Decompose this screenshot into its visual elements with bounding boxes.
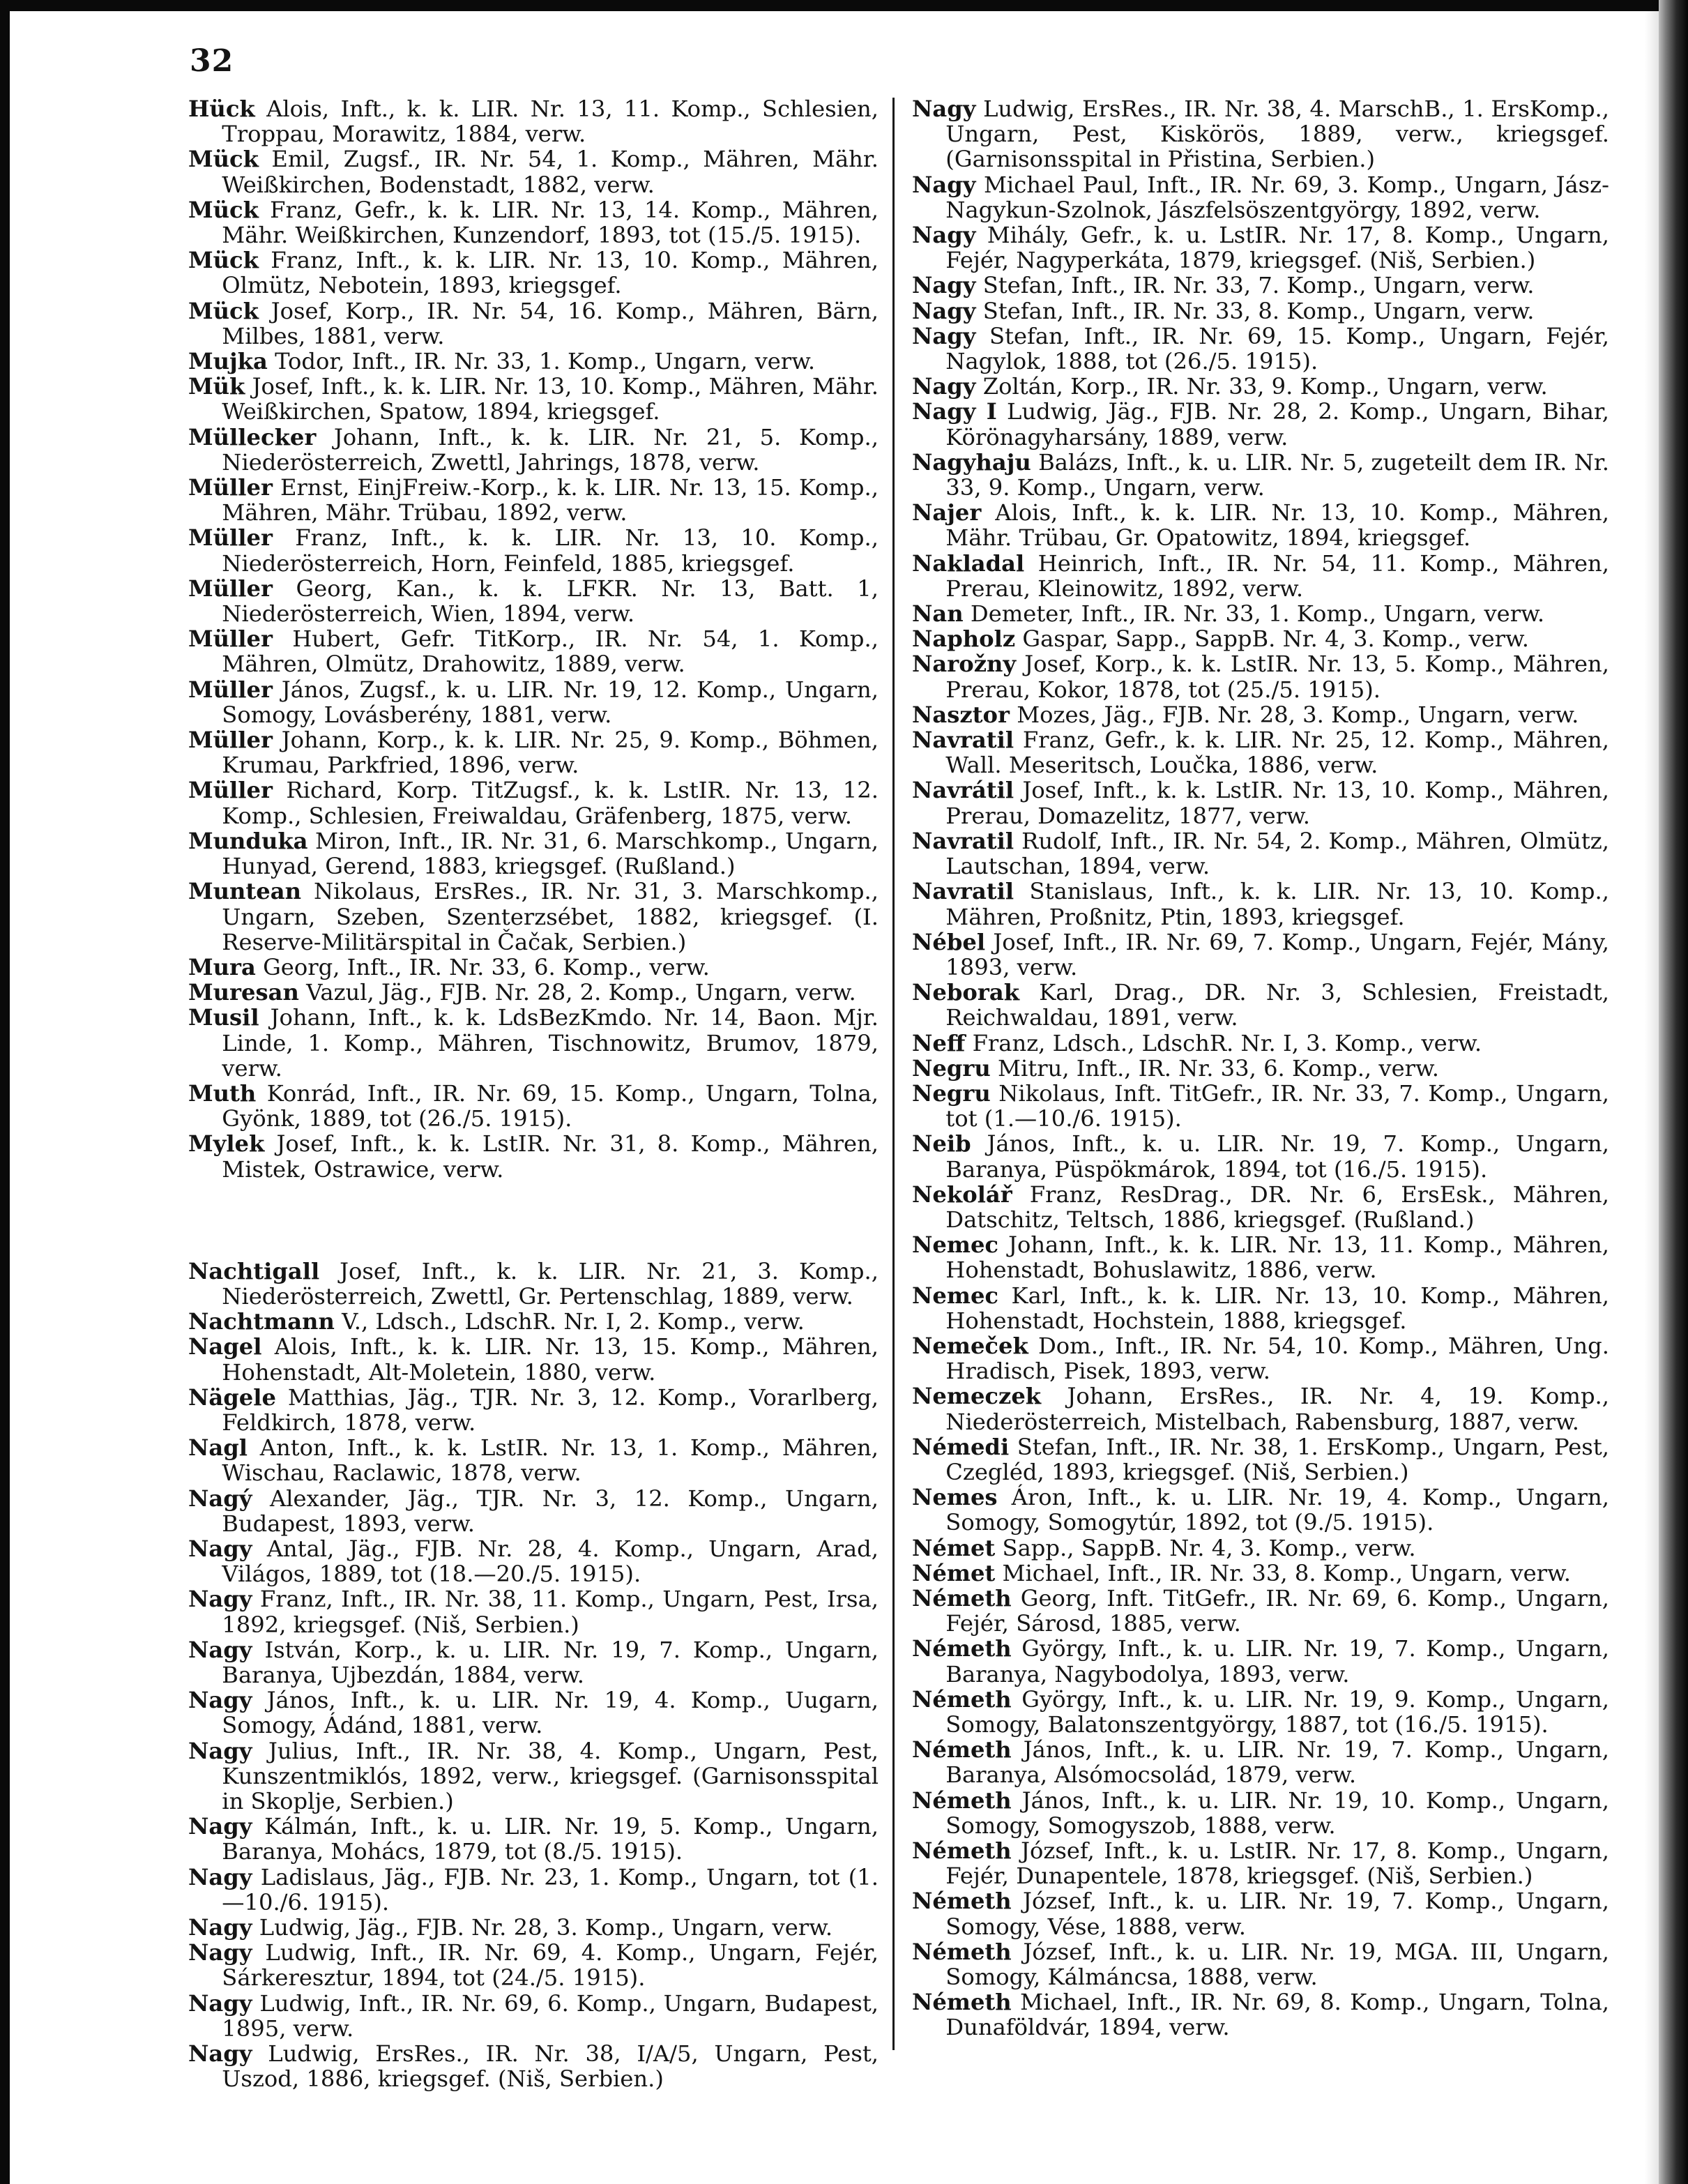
casualty-entry (912, 500, 1609, 550)
entry-surname: Negru (912, 1054, 991, 1082)
entry-details: Stefan, Inft., IR. Nr. 38, 1. ErsKomp., Ungarn, Pest, Czegléd, 1893, kriegsgef. (Niš, Serbien.) (945, 1433, 1609, 1485)
entry-details: János, Inft., k. u. LIR. Nr. 19, 4. Komp., Uugarn, Somogy, Ádánd, 1881, verw. (222, 1687, 879, 1739)
entry-surname: Munduka (188, 827, 308, 854)
casualty-entry (188, 727, 879, 778)
casualty-entry (188, 475, 879, 525)
entry-surname: Nemec (912, 1231, 999, 1259)
entry-surname: Nagl (188, 1434, 248, 1462)
entry-details: József, Inft., k. u. LIR. Nr. 19, MGA. III, Ungarn, Somogy, Kálmáncsa, 1888, verw. (945, 1938, 1610, 1991)
entry-surname: Némedi (912, 1433, 1010, 1460)
entry-surname: Mura (188, 953, 256, 980)
casualty-entry (912, 1561, 1609, 1586)
entry-surname: Napholz (912, 625, 1016, 653)
entry-surname: Nagy (188, 2040, 252, 2068)
entry-surname: Nägele (188, 1383, 276, 1411)
casualty-entry (188, 1334, 879, 1384)
casualty-entry (912, 778, 1609, 828)
entry-surname: Nakladal (912, 549, 1025, 577)
casualty-entry (912, 1788, 1609, 1838)
entry-surname: Muth (188, 1079, 257, 1107)
entry-details: Balázs, Inft., k. u. LIR. Nr. 5, zugeteilt dem IR. Nr. 33, 9. Komp., Ungarn, verw. (945, 448, 1609, 501)
entry-details: Johann, Inft., k. k. LdsBezKmdo. Nr. 14, Baon. Mjr. Linde, 1. Komp., Mähren, Tischnowitz, Brumov, 1879, verw. (222, 1004, 879, 1082)
casualty-entry (912, 1056, 1609, 1081)
entry-details: Alois, Inft., k. k. LIR. Nr. 13, 15. Komp., Mähren, Hohenstadt, Alt-Moletein, 1880, verw. (222, 1333, 879, 1386)
entry-surname: Muresan (188, 979, 299, 1006)
entry-surname: Narožny (912, 651, 1017, 678)
scan-border-right (1659, 0, 1688, 2184)
casualty-entry (188, 2041, 879, 2091)
entry-details: Emil, Zugsf., IR. Nr. 54, 1. Komp., Mähren, Mähr. Weißkirchen, Bodenstadt, 1882, verw. (222, 146, 879, 198)
entry-details: Johann, Inft., k. k. LIR. Nr. 13, 11. Komp., Mähren, Hohenstadt, Bohuslawitz, 1886, verw. (945, 1231, 1609, 1284)
entry-details: Michael Paul, Inft., IR. Nr. 69, 3. Komp., Ungarn, Jász-Nagykun-Szolnok, Jászfelsöszentgyörgy, 1892, verw. (945, 171, 1609, 223)
entry-details: Georg, Inft., IR. Nr. 33, 6. Komp., verw. (263, 953, 710, 980)
casualty-entry (912, 374, 1609, 399)
entry-details: István, Korp., k. u. LIR. Nr. 19, 7. Komp., Ungarn, Baranya, Ujbezdán, 1884, verw. (222, 1636, 879, 1688)
entry-surname: Mück (188, 247, 259, 274)
entry-details: Franz, Inft., IR. Nr. 38, 11. Komp., Ungarn, Pest, Irsa, 1892, kriegsgef. (Niš, Serbien.) (222, 1586, 879, 1638)
entry-surname: Müller (188, 625, 273, 653)
entry-details: György, Inft., k. u. LIR. Nr. 19, 9. Komp., Ungarn, Somogy, Balatonszentgyörgy, 1887, tot (16./5. 1915). (945, 1685, 1609, 1738)
casualty-entry (188, 1081, 879, 1131)
entry-surname: Navratil (912, 827, 1014, 854)
casualty-entry (188, 1005, 879, 1081)
entry-details: Todor, Inft., IR. Nr. 33, 1. Komp., Ungarn, verw. (275, 348, 816, 375)
casualty-entry (912, 727, 1609, 778)
entry-details: Rudolf, Inft., IR. Nr. 54, 2. Komp., Mähren, Olmütz, Lautschan, 1894, verw. (945, 827, 1610, 880)
casualty-entry (188, 1586, 879, 1637)
entry-surname: Hück (188, 96, 255, 122)
casualty-entry (188, 1486, 879, 1536)
casualty-entry (188, 425, 879, 475)
entry-surname: Mük (188, 373, 245, 400)
entry-details: Franz, Gefr., k. k. LIR. Nr. 25, 12. Komp., Mähren, Wall. Meseritsch, Loučka, 1886, verw. (945, 727, 1609, 779)
entry-surname: Najer (912, 499, 982, 526)
entry-details: Sapp., SappB. Nr. 4, 3. Komp., verw. (1002, 1534, 1416, 1561)
casualty-entry (188, 197, 879, 248)
entry-surname: Müller (188, 474, 273, 501)
entry-surname: Nagy (188, 1586, 252, 1613)
entry-surname: Nemec (912, 1282, 999, 1309)
casualty-entry (912, 1586, 1609, 1636)
entry-surname: Müller (188, 676, 273, 703)
entry-details: Julius, Inft., IR. Nr. 38, 4. Komp., Ungarn, Pest, Kunszentmiklós, 1892, verw., kriegsgef. (Garnisonsspital in Skoplje, Serbien.) (222, 1737, 879, 1814)
entry-details: József, Inft., k. u. LIR. Nr. 19, 7. Komp., Ungarn, Somogy, Vése, 1888, verw. (945, 1888, 1610, 1940)
entry-details: János, Zugsf., k. u. LIR. Nr. 19, 12. Komp., Ungarn, Somogy, Lovásberény, 1881, verw. (222, 676, 879, 728)
entry-surname: Német (912, 1534, 996, 1561)
entry-surname: Nagyhaju (912, 448, 1031, 476)
entry-surname: Németh (912, 1938, 1012, 1965)
column-divider (892, 98, 895, 2050)
entry-surname: Nagy (912, 373, 976, 400)
entry-surname: Müller (188, 777, 273, 804)
entry-details: Josef, Inft., k. k. LIR. Nr. 21, 3. Komp., Niederösterreich, Zwettl, Gr. Pertenschlag, 1889, verw. (222, 1257, 879, 1310)
entry-details: Miron, Inft., IR. Nr. 31, 6. Marschkomp., Ungarn, Hunyad, Gerend, 1883, kriegsgef. (Rußland.) (222, 827, 879, 880)
entry-details: Georg, Kan., k. k. LFKR. Nr. 13, Batt. 1, Niederösterreich, Wien, 1894, verw. (222, 575, 879, 628)
casualty-entry (188, 1637, 879, 1688)
casualty-entry (188, 146, 879, 197)
casualty-entry (912, 1989, 1609, 2040)
entry-details: Antal, Jäg., FJB. Nr. 28, 4. Komp., Ungarn, Arad, Világos, 1889, tot (18.—20./5. 1915). (222, 1535, 879, 1588)
entry-details: Stanislaus, Inft., k. k. LIR. Nr. 13, 10. Komp., Mähren, Proßnitz, Ptin, 1893, kriegsgef. (945, 878, 1609, 930)
casualty-entry (188, 879, 879, 955)
casualty-entry (912, 1636, 1609, 1686)
casualty-entry (912, 1081, 1609, 1131)
entry-surname: Nébel (912, 928, 986, 955)
section-gap (188, 1182, 879, 1259)
entry-details: Josef, Inft., IR. Nr. 69, 7. Komp., Ungarn, Fejér, Mány, 1893, verw. (945, 928, 1610, 980)
casualty-entry (188, 828, 879, 879)
entry-details: Stefan, Inft., IR. Nr. 33, 8. Komp., Ungarn, verw. (982, 297, 1535, 324)
entry-surname: Nagy (912, 96, 976, 122)
entry-surname: Müllecker (188, 423, 317, 450)
casualty-entry (188, 1131, 879, 1181)
scan-shadow (1645, 0, 1659, 2184)
casualty-entry (912, 702, 1609, 727)
entry-details: Karl, Drag., DR. Nr. 3, Schlesien, Freistadt, Reichwaldau, 1891, verw. (945, 979, 1609, 1031)
entry-details: Ludwig, Jäg., FJB. Nr. 28, 3. Komp., Ungarn, verw. (259, 1914, 833, 1941)
entry-details: Nikolaus, ErsRes., IR. Nr. 31, 3. Marschkomp., Ungarn, Szeben, Szenterzsébet, 1882, kriegsgef. (I. Reserve-Militärspital in Čačak, Serbien.) (222, 878, 879, 955)
entry-surname: Navratil (912, 878, 1014, 905)
entry-details: Josef, Inft., k. k. LstIR. Nr. 13, 10. Komp., Mähren, Prerau, Domazelitz, 1877, verw. (945, 777, 1609, 829)
entry-surname: Nagy (912, 171, 976, 198)
entry-surname: Németh (912, 1888, 1012, 1915)
entry-details: Johann, Korp., k. k. LIR. Nr. 25, 9. Komp., Böhmen, Krumau, Parkfried, 1896, verw. (222, 727, 879, 779)
entry-details: Michael, Inft., IR. Nr. 33, 8. Komp., Ungarn, verw. (1002, 1559, 1571, 1586)
entry-surname: Nekolář (912, 1181, 1012, 1208)
entry-surname: Musil (188, 1004, 259, 1031)
entry-details: Ernst, EinjFreiw.-Korp., k. k. LIR. Nr. 13, 15. Komp., Mähren, Mähr. Trübau, 1892, verw. (222, 474, 879, 526)
entry-details: Zoltán, Korp., IR. Nr. 33, 9. Komp., Ungarn, verw. (982, 373, 1548, 400)
entry-surname: Nagy (188, 1737, 252, 1764)
entry-surname: Nasztor (912, 701, 1010, 728)
casualty-entry (188, 1940, 879, 1990)
entry-surname: Nan (912, 600, 964, 628)
casualty-entry (188, 576, 879, 626)
casualty-entry (188, 1385, 879, 1435)
casualty-entry (912, 1434, 1609, 1485)
casualty-entry (912, 324, 1609, 374)
entry-details: Ludwig, Jäg., FJB. Nr. 28, 2. Komp., Ungarn, Bihar, Körönagyharsány, 1889, verw. (945, 398, 1610, 450)
casualty-entry (912, 172, 1609, 222)
entry-details: Mihály, Gefr., k. u. LstIR. Nr. 17, 8. Komp., Ungarn, Fejér, Nagyperkáta, 1879, kriegsgef. (Niš, Serbien.) (945, 222, 1610, 274)
entry-details: Anton, Inft., k. k. LstIR. Nr. 13, 1. Komp., Mähren, Wischau, Raclawic, 1878, verw. (222, 1434, 879, 1487)
casualty-entry (188, 298, 879, 349)
entry-surname: Németh (912, 1635, 1012, 1662)
entry-details: Franz, Inft., k. k. LIR. Nr. 13, 10. Komp., Mähren, Olmütz, Nebotein, 1893, kriegsgef. (222, 247, 879, 299)
entry-surname: Neib (912, 1130, 971, 1158)
entry-details: Ludwig, Inft., IR. Nr. 69, 4. Komp., Ungarn, Fejér, Sárkeresztur, 1894, tot (24./5. 1915). (222, 1939, 879, 1992)
entry-details: Franz, Ldsch., LdschR. Nr. I, 3. Komp., verw. (972, 1029, 1482, 1056)
entry-details: Gaspar, Sapp., SappB. Nr. 4, 3. Komp., verw. (1022, 625, 1529, 653)
casualty-entry (912, 980, 1609, 1030)
casualty-entry (912, 930, 1609, 980)
entry-surname: Negru (912, 1079, 991, 1107)
entry-surname: Nagy (188, 1863, 252, 1890)
casualty-entry (188, 1259, 879, 1309)
casualty-entry (188, 626, 879, 676)
casualty-entry (912, 1131, 1609, 1181)
entry-details: Mitru, Inft., IR. Nr. 33, 6. Komp., verw. (998, 1054, 1439, 1082)
entry-details: Josef, Inft., k. k. LstIR. Nr. 31, 8. Komp., Mähren, Mistek, Ostrawice, verw. (222, 1130, 879, 1183)
entry-details: Vazul, Jäg., FJB. Nr. 28, 2. Komp., Ungarn, verw. (306, 979, 856, 1006)
entry-details: Richard, Korp. TitZugsf., k. k. LstIR. Nr. 13, 12. Komp., Schlesien, Freiwaldau, Gräfenberg, 1875, verw. (222, 777, 879, 829)
casualty-entry (188, 1991, 879, 2041)
entry-details: János, Inft., k. u. LIR. Nr. 19, 10. Komp., Ungarn, Somogy, Somogyszob, 1888, verw. (945, 1787, 1609, 1839)
casualty-entry (912, 1383, 1609, 1434)
casualty-entry (188, 778, 879, 828)
entry-details: Áron, Inft., k. u. LIR. Nr. 19, 4. Komp., Ungarn, Somogy, Somogytúr, 1892, tot (9./5. 1915). (945, 1484, 1610, 1536)
casualty-entry (912, 601, 1609, 626)
casualty-entry (188, 1309, 879, 1334)
casualty-entry (188, 248, 879, 298)
entry-details: György, Inft., k. u. LIR. Nr. 19, 7. Komp., Ungarn, Baranya, Nagybodolya, 1893, verw. (945, 1635, 1609, 1688)
entry-details: Ludwig, ErsRes., IR. Nr. 38, 4. MarschB., 1. ErsKomp., Ungarn, Pest, Kiskörös, 1889, verw., kriegsgef. (Garnisonsspital in Přistina, Serbien.) (945, 96, 1610, 173)
entry-details: János, Inft., k. u. LIR. Nr. 19, 7. Komp., Ungarn, Baranya, Püspökmárok, 1894, tot (16./5. 1915). (945, 1130, 1609, 1183)
entry-surname: Nagy (188, 1813, 252, 1840)
entry-surname: Mück (188, 297, 259, 324)
entry-surname: Mylek (188, 1130, 265, 1158)
scan-border-top (0, 0, 1688, 11)
entry-surname: Nagy (912, 297, 976, 324)
entry-surname: Müller (188, 524, 273, 552)
casualty-entry (912, 1485, 1609, 1535)
casualty-entry (912, 1737, 1609, 1787)
entry-details: Ladislaus, Jäg., FJB. Nr. 23, 1. Komp., Ungarn, tot (1.—10./6. 1915). (222, 1863, 879, 1916)
scan-border-left (0, 0, 10, 2184)
entry-details: Konrád, Inft., IR. Nr. 69, 15. Komp., Ungarn, Tolna, Gyönk, 1889, tot (26./5. 1915). (222, 1079, 879, 1132)
entry-surname: Nagy (188, 1939, 252, 1966)
entry-details: Dom., Inft., IR. Nr. 54, 10. Komp., Mähren, Ung. Hradisch, Pisek, 1893, verw. (945, 1332, 1609, 1385)
entry-surname: Nagy (912, 222, 976, 249)
entry-surname: Nagy (188, 1914, 252, 1941)
casualty-entry (188, 96, 879, 146)
casualty-entry (188, 525, 879, 575)
entry-details: Alois, Inft., k. k. LIR. Nr. 13, 11. Komp., Schlesien, Troppau, Morawitz, 1884, verw. (222, 96, 879, 148)
entry-surname: Nagy I (912, 398, 997, 425)
casualty-entry (912, 1333, 1609, 1383)
entry-surname: Müller (188, 727, 273, 754)
casualty-entry (912, 399, 1609, 449)
entry-details: Kálmán, Inft., k. u. LIR. Nr. 19, 5. Komp., Ungarn, Baranya, Mohács, 1879, tot (8./5. 1915). (222, 1813, 879, 1865)
entry-details: Hubert, Gefr. TitKorp., IR. Nr. 54, 1. Komp., Mähren, Olmütz, Drahowitz, 1889, verw. (222, 625, 879, 678)
casualty-entry (912, 273, 1609, 298)
casualty-entry (912, 1939, 1609, 1989)
entry-details: Matthias, Jäg., TJR. Nr. 3, 12. Komp., Vorarlberg, Feldkirch, 1878, verw. (222, 1383, 879, 1436)
entry-surname: Mück (188, 146, 259, 173)
casualty-entry (912, 1232, 1609, 1282)
page-number: 32 (190, 43, 234, 79)
entry-surname: Németh (912, 1736, 1012, 1764)
entry-details: Michael, Inft., IR. Nr. 69, 8. Komp., Ungarn, Tolna, Dunaföldvár, 1894, verw. (945, 1989, 1609, 2041)
entry-details: Johann, Inft., k. k. LIR. Nr. 21, 5. Komp., Niederösterreich, Zwettl, Jahrings, 1878, verw. (222, 423, 879, 476)
casualty-entry (912, 96, 1609, 172)
entry-surname: Németh (912, 1685, 1012, 1713)
casualty-entry (188, 1536, 879, 1586)
entry-details: János, Inft., k. u. LIR. Nr. 19, 7. Komp., Ungarn, Baranya, Alsómocsolád, 1879, verw. (945, 1736, 1610, 1789)
entry-surname: Nemes (912, 1484, 998, 1511)
entry-surname: Nachtigall (188, 1257, 320, 1284)
entry-details: Mozes, Jäg., FJB. Nr. 28, 3. Komp., Ungarn, verw. (1017, 701, 1579, 728)
casualty-entry (188, 980, 879, 1005)
entry-details: Franz, Gefr., k. k. LIR. Nr. 13, 14. Komp., Mähren, Mähr. Weißkirchen, Kunzendorf, 1893, tot (15./5. 1915). (222, 196, 879, 249)
casualty-entry (912, 1687, 1609, 1737)
entry-details: Karl, Inft., k. k. LIR. Nr. 13, 10. Komp., Mähren, Hohenstadt, Hochstein, 1888, kriegsgef. (945, 1282, 1609, 1334)
entry-details: Heinrich, Inft., IR. Nr. 54, 11. Komp., Mähren, Prerau, Kleinowitz, 1892, verw. (945, 549, 1609, 602)
entry-surname: Neff (912, 1029, 966, 1056)
casualty-entry (188, 677, 879, 727)
entry-surname: Neborak (912, 979, 1019, 1006)
casualty-entry (188, 1738, 879, 1814)
entry-details: Georg, Inft. TitGefr., IR. Nr. 69, 6. Komp., Ungarn, Fejér, Sárosd, 1885, verw. (945, 1584, 1609, 1637)
casualty-entry (912, 298, 1609, 324)
entry-details: Franz, ResDrag., DR. Nr. 6, ErsEsk., Mähren, Datschitz, Teltsch, 1886, kriegsgef. (Rußland.) (945, 1181, 1609, 1233)
casualty-entry (912, 1838, 1609, 1888)
casualty-entry (912, 651, 1609, 702)
entry-details: Josef, Korp., IR. Nr. 54, 16. Komp., Mähren, Bärn, Milbes, 1881, verw. (222, 297, 879, 349)
entry-surname: Müller (188, 575, 273, 602)
entry-details: Alois, Inft., k. k. LIR. Nr. 13, 10. Komp., Mähren, Mähr. Trübau, Gr. Opatowitz, 1894, kriegsgef. (945, 499, 1610, 552)
entry-surname: Nagý (188, 1485, 252, 1512)
entry-surname: Nagy (188, 1636, 252, 1663)
casualty-entry (912, 1031, 1609, 1056)
right-column (912, 96, 1609, 2040)
entry-surname: Nagy (912, 322, 976, 349)
entry-surname: Navratil (912, 727, 1014, 754)
entry-details: Stefan, Inft., IR. Nr. 69, 15. Komp., Ungarn, Fejér, Nagylok, 1888, tot (26./5. 1915). (945, 322, 1610, 375)
entry-surname: Nemeczek (912, 1383, 1042, 1410)
entry-details: Alexander, Jäg., TJR. Nr. 3, 12. Komp., Ungarn, Budapest, 1893, verw. (222, 1485, 879, 1537)
casualty-entry (912, 222, 1609, 273)
casualty-entry (912, 450, 1609, 500)
casualty-entry (188, 1688, 879, 1738)
entry-details: Nikolaus, Inft. TitGefr., IR. Nr. 33, 7. Komp., Ungarn, tot (1.—10./6. 1915). (945, 1079, 1610, 1132)
casualty-entry (912, 1535, 1609, 1561)
entry-surname: Németh (912, 1584, 1012, 1612)
casualty-entry (188, 1435, 879, 1485)
entry-surname: Mujka (188, 348, 268, 375)
casualty-entry (188, 1865, 879, 1915)
casualty-entry (912, 1182, 1609, 1232)
entry-details: Johann, ErsRes., IR. Nr. 4, 19. Komp., Niederösterreich, Mistelbach, Rabensburg, 1887, verw. (945, 1383, 1610, 1435)
casualty-entry (188, 349, 879, 374)
casualty-entry (912, 828, 1609, 879)
entry-surname: Németh (912, 1837, 1012, 1865)
entry-details: Demeter, Inft., IR. Nr. 33, 1. Komp., Ungarn, verw. (970, 600, 1545, 628)
entry-details: Ludwig, ErsRes., IR. Nr. 38, I/A/5, Ungarn, Pest, Uszod, 1886, kriegsgef. (Niš, Serbien.) (222, 2040, 879, 2093)
casualty-entry (188, 955, 879, 980)
entry-surname: Németh (912, 1989, 1012, 2016)
entry-surname: Nagy (912, 272, 976, 299)
entry-surname: Németh (912, 1787, 1012, 1814)
entry-details: V., Ldsch., LdschR. Nr. I, 2. Komp., verw. (342, 1308, 805, 1335)
casualty-entry (912, 551, 1609, 601)
entry-surname: Muntean (188, 878, 302, 905)
casualty-entry (912, 626, 1609, 651)
entry-surname: Nemeček (912, 1332, 1028, 1359)
casualty-entry (188, 374, 879, 424)
casualty-entry (912, 879, 1609, 929)
entry-details: Franz, Inft., k. k. LIR. Nr. 13, 10. Komp., Niederösterreich, Horn, Feinfeld, 1885, kriegsgef. (222, 524, 879, 577)
casualty-entry (188, 1814, 879, 1864)
entry-details: Stefan, Inft., IR. Nr. 33, 7. Komp., Ungarn, verw. (982, 272, 1535, 299)
entry-surname: Mück (188, 196, 259, 223)
entry-details: József, Inft., k. u. LstIR. Nr. 17, 8. Komp., Ungarn, Fejér, Dunapentele, 1878, kriegsgef. (Niš, Serbien.) (945, 1837, 1609, 1890)
entry-surname: Navrátil (912, 777, 1014, 804)
entry-surname: Nagy (188, 1535, 252, 1562)
entry-surname: Német (912, 1559, 996, 1586)
entry-details: Ludwig, Inft., IR. Nr. 69, 6. Komp., Ungarn, Budapest, 1895, verw. (222, 1989, 879, 2042)
casualty-entry (912, 1283, 1609, 1333)
casualty-entry (912, 1888, 1609, 1939)
entry-details: Josef, Korp., k. k. LstIR. Nr. 13, 5. Komp., Mähren, Prerau, Kokor, 1878, tot (25./5. 1915). (945, 651, 1609, 703)
entry-surname: Nagy (188, 1687, 252, 1714)
entry-details: Josef, Inft., k. k. LIR. Nr. 13, 10. Komp., Mähren, Mähr. Weißkirchen, Spatow, 1894, kriegsgef. (222, 373, 879, 425)
casualty-entry (188, 1915, 879, 1940)
left-column (188, 96, 879, 2091)
entry-surname: Nachtmann (188, 1308, 335, 1335)
entry-surname: Nagel (188, 1333, 262, 1360)
entry-surname: Nagy (188, 1989, 252, 2017)
